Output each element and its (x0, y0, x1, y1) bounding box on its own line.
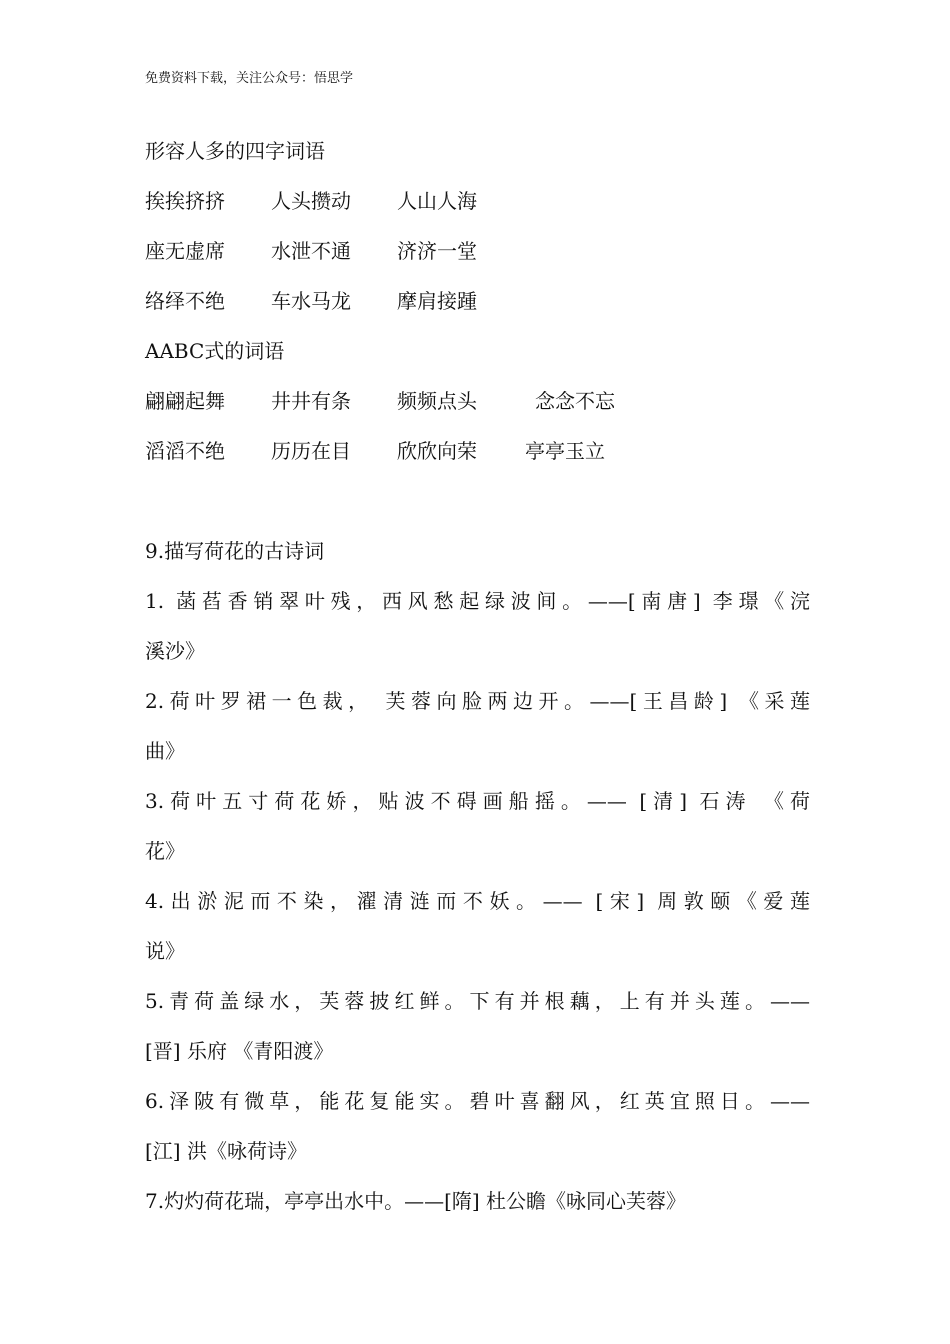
word-item: 挨挨挤挤 (145, 189, 225, 213)
word-item: 亭亭玉立 (525, 439, 605, 463)
word-item: 络绎不绝 (145, 289, 225, 313)
word-item: 济济一堂 (397, 239, 477, 263)
poem-line: 溪沙》 (145, 639, 205, 663)
poem-line: 说》 (145, 939, 185, 963)
word-item: 翩翩起舞 (145, 389, 225, 413)
section-title-crowd: 形容人多的四字词语 (145, 139, 325, 163)
word-item: 摩肩接踵 (397, 289, 477, 313)
word-item: 座无虚席 (145, 239, 225, 263)
word-item: 频频点头 (397, 389, 477, 413)
poem-line: 2.荷叶罗裙一色裁， 芙蓉向脸两边开。——[王昌龄] 《采莲 (145, 689, 810, 713)
word-item: 车水马龙 (271, 289, 351, 313)
word-item: 井井有条 (271, 389, 351, 413)
header-note: 免费资料下载，关注公众号：悟思学 (145, 71, 354, 86)
poem-line: 1. 菡萏香销翠叶残，西风愁起绿波间。——[南唐] 李璟《浣 (145, 589, 810, 613)
poem-line: 7.灼灼荷花瑞，亭亭出水中。——[隋] 杜公瞻《咏同心芙蓉》 (145, 1189, 687, 1213)
section-title-aabc: AABC式的词语 (145, 339, 285, 363)
poem-line: [晋] 乐府 《青阳渡》 (145, 1039, 334, 1063)
poem-line: [江] 洪《咏荷诗》 (145, 1139, 307, 1163)
poem-line: 3.荷叶五寸荷花娇，贴波不碍画船摇。—— [清] 石涛 《荷 (145, 789, 810, 813)
word-item: 人山人海 (397, 189, 477, 213)
word-item: 欣欣向荣 (397, 439, 477, 463)
word-item: 滔滔不绝 (145, 439, 225, 463)
word-item: 念念不忘 (535, 389, 615, 413)
word-item: 水泄不通 (271, 239, 351, 263)
poem-line: 4.出淤泥而不染，濯清涟而不妖。—— [宋] 周敦颐《爱莲 (145, 889, 810, 913)
poem-line: 6.泽陂有微草，能花复能实。碧叶喜翻风，红英宜照日。—— (145, 1089, 810, 1113)
word-item: 历历在目 (271, 439, 351, 463)
poem-line: 5.青荷盖绿水，芙蓉披红鲜。下有并根藕，上有并头莲。—— (145, 989, 810, 1013)
poem-line: 曲》 (145, 739, 185, 763)
section-title-lotus: 9.描写荷花的古诗词 (145, 539, 325, 563)
word-item: 人头攒动 (271, 189, 351, 213)
poem-line: 花》 (145, 839, 185, 863)
